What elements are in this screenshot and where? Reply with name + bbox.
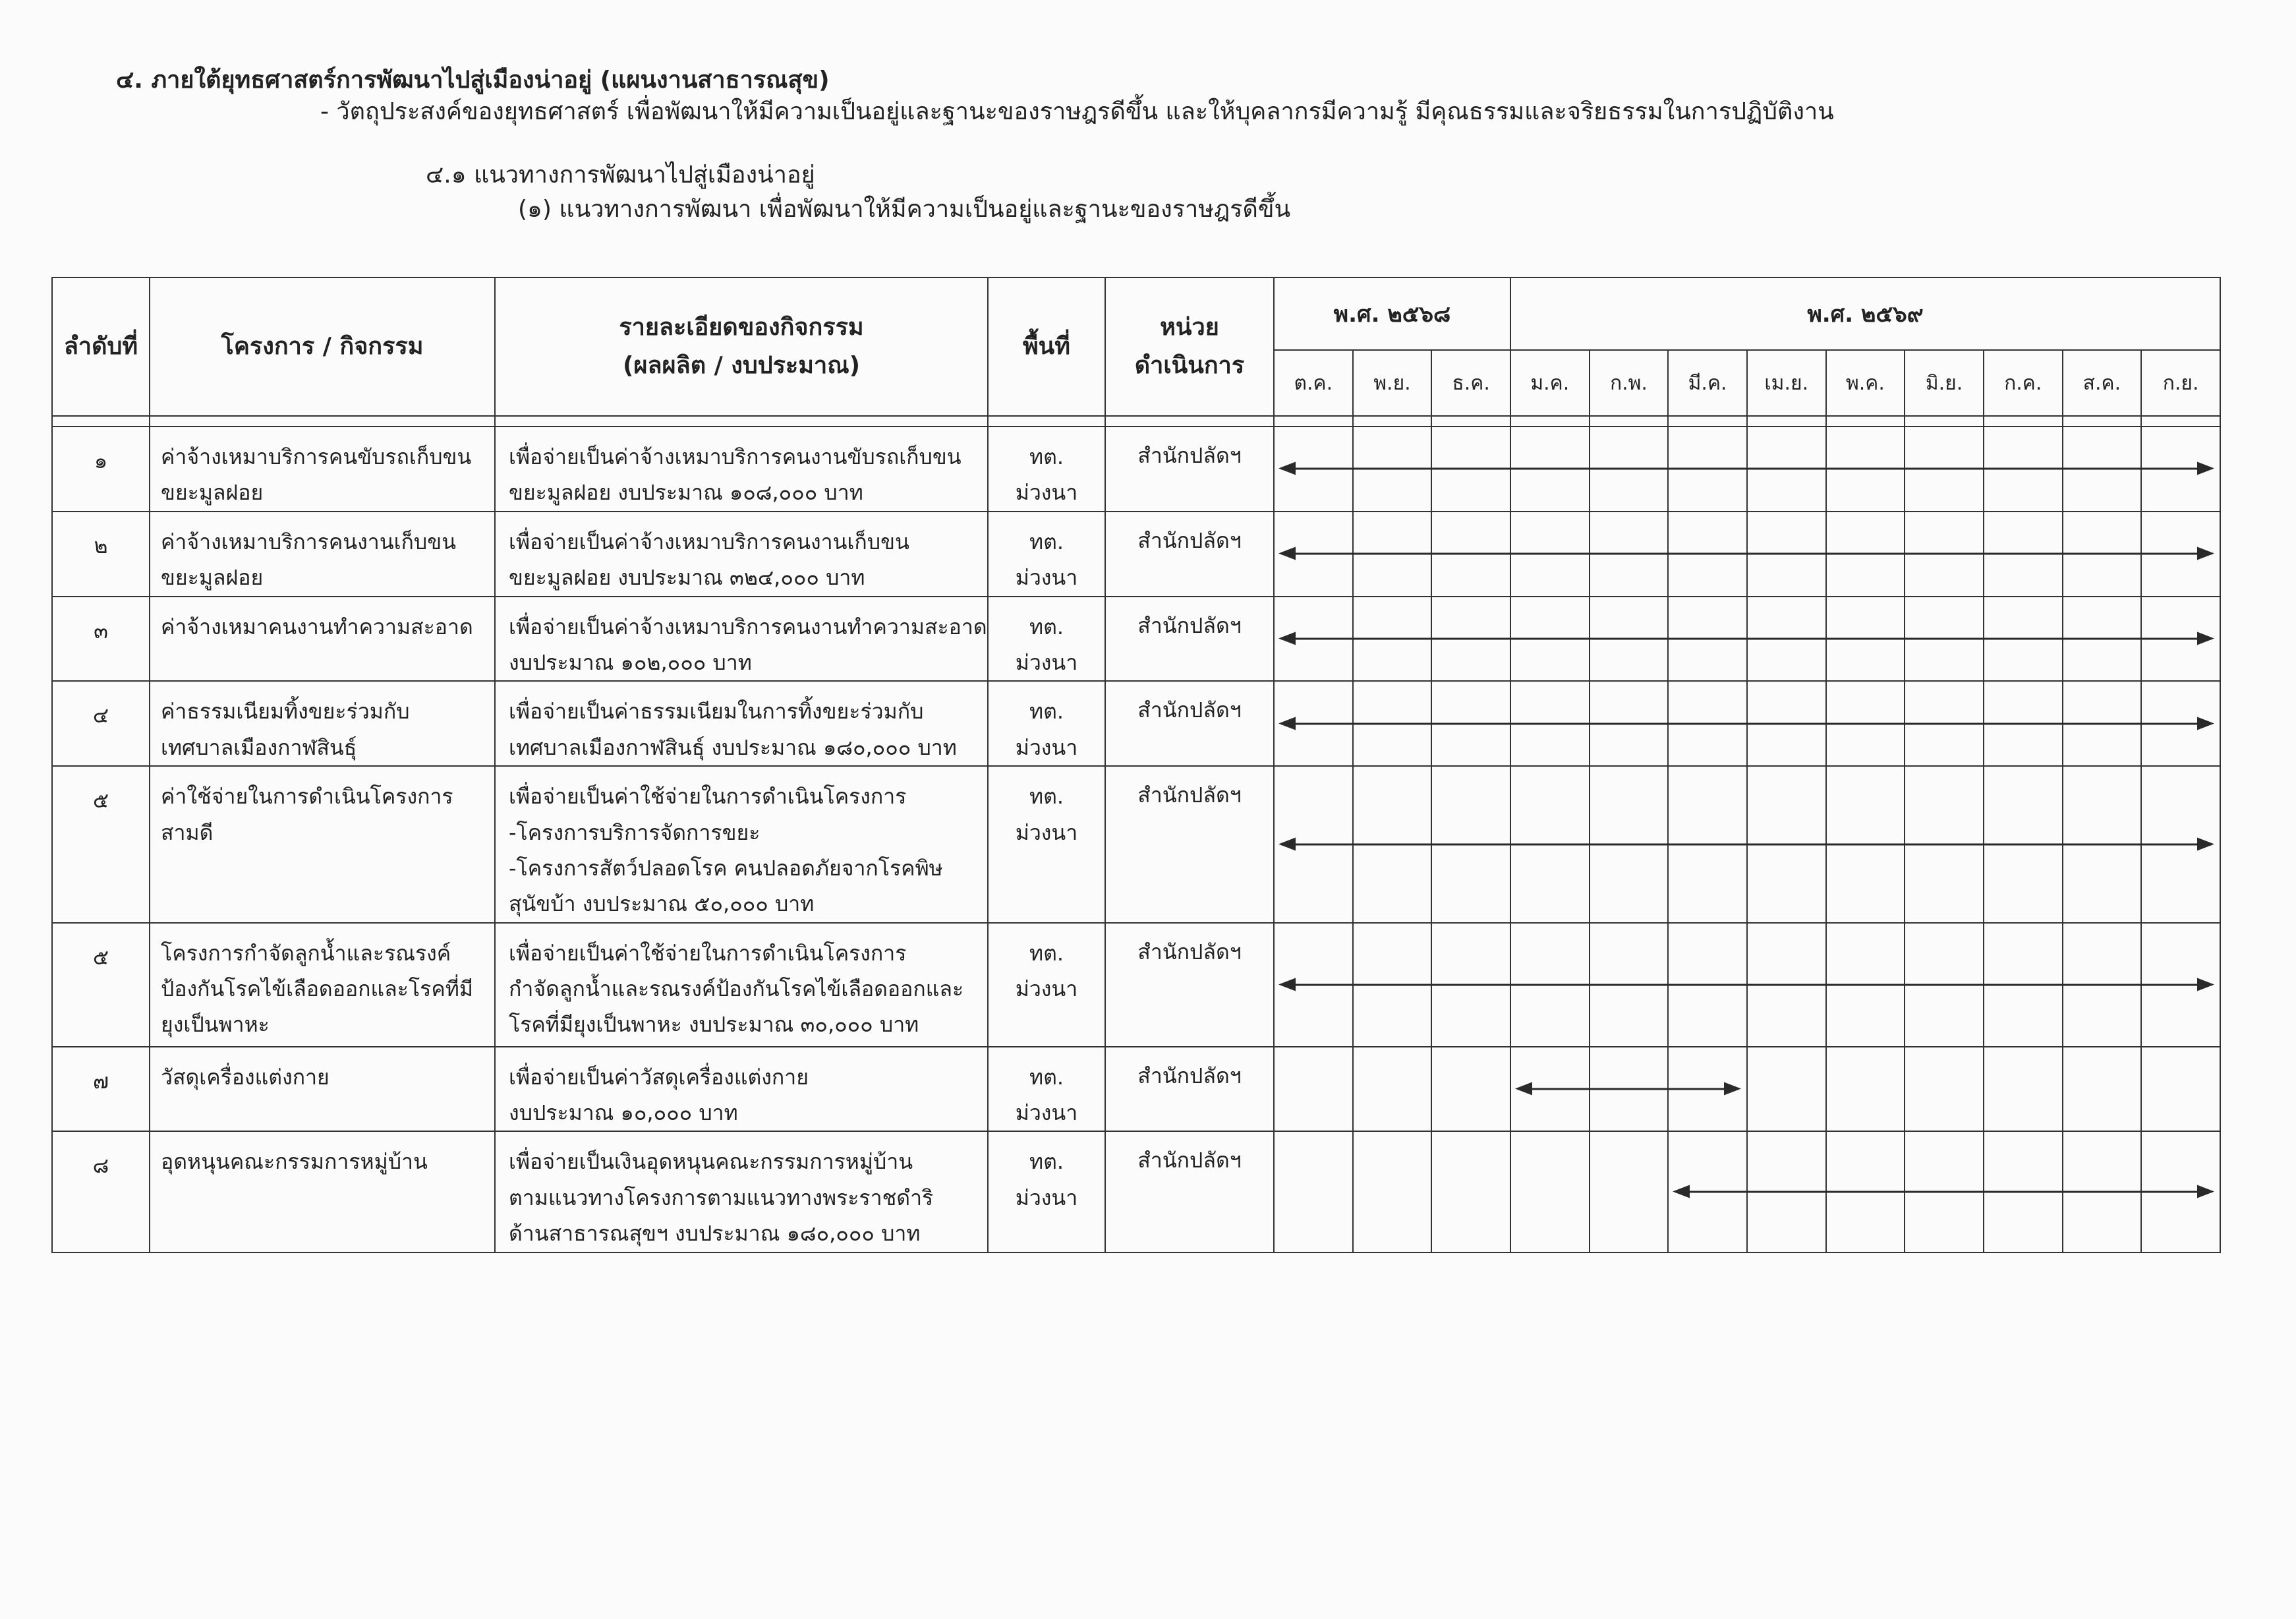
month-cell xyxy=(1826,1047,1905,1132)
area-line: ม่วงนา xyxy=(1015,649,1078,675)
project-name-line: โครงการกำจัดลูกน้ำและรณรงค์ xyxy=(161,940,451,966)
detail-line: ขยะมูลฝอย งบประมาณ ๑๐๘,๐๐๐ บาท xyxy=(509,480,863,506)
spacer-cell xyxy=(2141,416,2220,427)
month-cell xyxy=(1431,512,1510,597)
month-cell xyxy=(1431,1047,1510,1132)
spacer-cell xyxy=(1353,416,1432,427)
table-row xyxy=(52,1047,2220,1132)
month-cell xyxy=(2141,1131,2220,1252)
month-cell xyxy=(1431,766,1510,923)
area-cell xyxy=(988,512,1105,597)
month-header: มี.ค. xyxy=(1668,350,1747,416)
detail-line: ขยะมูลฝอย งบประมาณ ๓๒๔,๐๐๐ บาท xyxy=(509,565,865,591)
detail-line: เพื่อจ่ายเป็นค่าจ้างเหมาบริการคนงานขับรถเก็บขน xyxy=(509,444,961,469)
month-cell xyxy=(1826,597,1905,682)
area-line: ม่วงนา xyxy=(1015,734,1078,760)
area-line: ทต. xyxy=(1029,1064,1064,1090)
project-name-line: ค่าจ้างเหมาบริการคนขับรถเก็บขน xyxy=(161,444,472,469)
month-cell xyxy=(1668,597,1747,682)
header-detail-title: รายละเอียดของกิจกรรม xyxy=(619,314,864,341)
month-cell xyxy=(1274,923,1353,1047)
month-header: ก.พ. xyxy=(1590,350,1669,416)
area-cell xyxy=(988,1047,1105,1132)
month-cell xyxy=(1668,427,1747,512)
month-cell xyxy=(1668,923,1747,1047)
project-name-line: ขยะมูลฝอย xyxy=(161,480,264,506)
month-cell xyxy=(1826,681,1905,766)
project-name-line: วัสดุเครื่องแต่งกาย xyxy=(161,1064,330,1090)
month-cell xyxy=(2141,923,2220,1047)
area-cell xyxy=(988,681,1105,766)
spacer-cell xyxy=(150,416,495,427)
project-cell xyxy=(150,923,495,1047)
month-cell xyxy=(2063,766,2142,923)
spacer-cell xyxy=(1826,416,1905,427)
month-cell xyxy=(1590,1047,1669,1132)
project-name-line: ค่าใช้จ่ายในการดำเนินโครงการ xyxy=(161,784,453,810)
month-cell xyxy=(1353,681,1432,766)
development-approach: (๑) แนวทางการพัฒนา เพื่อพัฒนาให้มีความเป็นอยู่และฐานะของราษฎรดีขึ้น xyxy=(518,196,1291,223)
header-year-2569: พ.ศ. ๒๕๖๙ xyxy=(1510,278,2220,350)
month-cell xyxy=(1274,427,1353,512)
month-header: พ.ย. xyxy=(1353,350,1432,416)
month-cell xyxy=(1905,923,1984,1047)
area-line: ม่วงนา xyxy=(1015,976,1078,1002)
month-cell xyxy=(1826,923,1905,1047)
project-name-line: อุดหนุนคณะกรรมการหมู่บ้าน xyxy=(161,1149,428,1175)
detail-line: งบประมาณ ๑๐,๐๐๐ บาท xyxy=(509,1100,738,1126)
detail-line: เพื่อจ่ายเป็นค่าใช้จ่ายในการดำเนินโครงการ xyxy=(509,940,907,966)
detail-line: สุนัขบ้า งบประมาณ ๕๐,๐๐๐ บาท xyxy=(509,891,815,917)
spacer-cell xyxy=(1274,416,1353,427)
area-line: ทต. xyxy=(1029,529,1064,554)
spacer-cell xyxy=(52,416,150,427)
month-cell xyxy=(1510,766,1590,923)
area-line: ทต. xyxy=(1029,940,1064,966)
month-cell xyxy=(1353,597,1432,682)
month-cell xyxy=(1510,681,1590,766)
project-cell xyxy=(150,681,495,766)
month-header: ส.ค. xyxy=(2063,350,2142,416)
project-cell xyxy=(150,597,495,682)
month-cell xyxy=(1510,923,1590,1047)
month-cell xyxy=(1668,1131,1747,1252)
month-cell xyxy=(1826,766,1905,923)
month-cell xyxy=(1510,597,1590,682)
table-row xyxy=(52,512,2220,597)
month-cell xyxy=(1274,1047,1353,1132)
spacer-cell xyxy=(2063,416,2142,427)
month-cell xyxy=(1984,1131,2063,1252)
month-header: เม.ย. xyxy=(1747,350,1826,416)
month-cell xyxy=(2141,427,2220,512)
month-cell xyxy=(1353,512,1432,597)
detail-cell xyxy=(495,427,988,512)
spacer-cell xyxy=(1431,416,1510,427)
area-cell xyxy=(988,923,1105,1047)
month-cell xyxy=(1826,512,1905,597)
detail-cell xyxy=(495,1131,988,1252)
month-header: ก.ย. xyxy=(2141,350,2220,416)
area-cell xyxy=(988,597,1105,682)
spacer-cell xyxy=(1668,416,1747,427)
header-unit-sub: ดำเนินการ xyxy=(1134,352,1245,379)
unit-cell: สำนักปลัดฯ xyxy=(1105,1047,1274,1132)
spacer-cell xyxy=(1590,416,1669,427)
month-cell xyxy=(1984,1047,2063,1132)
project-name-line: ค่าธรรมเนียมทิ้งขยะร่วมกับ xyxy=(161,699,410,724)
month-header: ธ.ค. xyxy=(1431,350,1510,416)
spacer-cell xyxy=(1984,416,2063,427)
month-cell xyxy=(1984,427,2063,512)
detail-line: เพื่อจ่ายเป็นเงินอุดหนุนคณะกรรมการหมู่บ้าน xyxy=(509,1149,913,1175)
detail-cell xyxy=(495,512,988,597)
area-line: ทต. xyxy=(1029,444,1064,469)
month-cell xyxy=(1747,923,1826,1047)
header-unit-title: หน่วย xyxy=(1160,314,1219,341)
detail-line: โรคที่มียุงเป็นพาหะ งบประมาณ ๓๐,๐๐๐ บาท xyxy=(509,1012,919,1038)
table-row xyxy=(52,766,2220,923)
month-cell xyxy=(1510,512,1590,597)
month-cell xyxy=(1274,512,1353,597)
row-number: ๓ xyxy=(52,597,150,682)
month-cell xyxy=(1984,681,2063,766)
row-number: ๗ xyxy=(52,1047,150,1132)
month-cell xyxy=(2063,681,2142,766)
month-cell xyxy=(1431,1131,1510,1252)
area-line: ม่วงนา xyxy=(1015,565,1078,591)
section-heading: ๔. ภายใต้ยุทธศาสตร์การพัฒนาไปสู่เมืองน่าอยู่ (แผนงานสาธารณสุข) xyxy=(116,67,830,94)
month-cell xyxy=(1984,597,2063,682)
row-number: ๔ xyxy=(52,681,150,766)
month-cell xyxy=(1747,597,1826,682)
spacer-cell xyxy=(1747,416,1826,427)
area-line: ทต. xyxy=(1029,784,1064,810)
activity-plan-table xyxy=(51,277,2221,1253)
month-cell xyxy=(1510,1047,1590,1132)
spacer-cell xyxy=(1905,416,1984,427)
unit-cell: สำนักปลัดฯ xyxy=(1105,512,1274,597)
month-cell xyxy=(1431,923,1510,1047)
month-cell xyxy=(1984,512,2063,597)
row-number: ๕ xyxy=(52,923,150,1047)
detail-line: ด้านสาธารณสุขฯ งบประมาณ ๑๘๐,๐๐๐ บาท xyxy=(509,1221,921,1247)
month-cell xyxy=(1668,512,1747,597)
month-header: ก.ค. xyxy=(1984,350,2063,416)
project-name-line: ค่าจ้างเหมาบริการคนงานเก็บขน xyxy=(161,529,456,554)
month-cell xyxy=(1826,1131,1905,1252)
project-cell xyxy=(150,427,495,512)
month-cell xyxy=(1590,512,1669,597)
month-cell xyxy=(1274,1131,1353,1252)
detail-cell xyxy=(495,766,988,923)
header-no: ลำดับที่ xyxy=(52,278,150,416)
month-cell xyxy=(2063,923,2142,1047)
month-cell xyxy=(2063,427,2142,512)
development-guideline: ๔.๑ แนวทางการพัฒนาไปสู่เมืองน่าอยู่ xyxy=(426,162,815,189)
detail-line: เพื่อจ่ายเป็นค่าจ้างเหมาบริการคนงานเก็บขน xyxy=(509,529,909,554)
month-cell xyxy=(1353,923,1432,1047)
unit-cell: สำนักปลัดฯ xyxy=(1105,681,1274,766)
month-cell xyxy=(1510,427,1590,512)
month-cell xyxy=(1905,1047,1984,1132)
row-number: ๕ xyxy=(52,766,150,923)
strategy-objective: - วัตถุประสงค์ของยุทธศาสตร์ เพื่อพัฒนาให้มีความเป็นอยู่และฐานะของราษฎรดีขึ้น และให้บุคลากรมีความรู้ มีคุณธรรมและจริยธรรมในการปฏิบัติงาน xyxy=(320,98,1834,125)
month-cell xyxy=(1274,766,1353,923)
month-cell xyxy=(1431,681,1510,766)
month-cell xyxy=(1353,1047,1432,1132)
month-cell xyxy=(1747,681,1826,766)
project-cell xyxy=(150,1131,495,1252)
row-number: ๒ xyxy=(52,512,150,597)
month-cell xyxy=(1274,597,1353,682)
project-name-line: ป้องกันโรคไข้เลือดออกและโรคที่มี xyxy=(161,976,473,1002)
project-cell xyxy=(150,766,495,923)
month-cell xyxy=(1905,766,1984,923)
month-cell xyxy=(1431,597,1510,682)
spacer-cell xyxy=(1105,416,1274,427)
month-cell xyxy=(1590,766,1669,923)
detail-line: เทศบาลเมืองกาฬสินธุ์ งบประมาณ ๑๘๐,๐๐๐ บาท xyxy=(509,734,957,760)
month-cell xyxy=(1590,923,1669,1047)
header-detail xyxy=(495,278,988,416)
detail-line: ตามแนวทางโครงการตามแนวทางพระราชดำริ xyxy=(509,1185,934,1210)
header-year-2568: พ.ศ. ๒๕๖๘ xyxy=(1274,278,1510,350)
header-unit xyxy=(1105,278,1274,416)
unit-cell: สำนักปลัดฯ xyxy=(1105,427,1274,512)
table-row xyxy=(52,597,2220,682)
spacer-cell xyxy=(1510,416,1590,427)
area-cell xyxy=(988,427,1105,512)
detail-line: -โครงการสัตว์ปลอดโรค คนปลอดภัยจากโรคพิษ xyxy=(509,855,943,881)
table-row xyxy=(52,1131,2220,1252)
row-number: ๘ xyxy=(52,1131,150,1252)
month-cell xyxy=(1353,1131,1432,1252)
project-cell xyxy=(150,512,495,597)
month-header: ต.ค. xyxy=(1274,350,1353,416)
header-detail-sub: (ผลผลิต / งบประมาณ) xyxy=(622,352,861,379)
area-line: ม่วงนา xyxy=(1015,480,1078,506)
area-line: ทต. xyxy=(1029,1149,1064,1175)
month-cell xyxy=(1747,766,1826,923)
unit-cell: สำนักปลัดฯ xyxy=(1105,597,1274,682)
month-cell xyxy=(1905,1131,1984,1252)
table-row xyxy=(52,681,2220,766)
detail-cell xyxy=(495,923,988,1047)
month-cell xyxy=(1590,597,1669,682)
month-cell xyxy=(2141,681,2220,766)
detail-line: กำจัดลูกน้ำและรณรงค์ป้องกันโรคไข้เลือดออกและ xyxy=(509,976,964,1002)
month-cell xyxy=(1905,597,1984,682)
month-cell xyxy=(1431,427,1510,512)
month-cell xyxy=(1353,766,1432,923)
month-cell xyxy=(1668,1047,1747,1132)
month-cell xyxy=(1826,427,1905,512)
month-cell xyxy=(1984,923,2063,1047)
detail-cell xyxy=(495,1047,988,1132)
project-name-line: สามดี xyxy=(161,819,214,845)
detail-line: -โครงการบริการจัดการขยะ xyxy=(509,819,761,845)
row-number: ๑ xyxy=(52,427,150,512)
month-cell xyxy=(1905,512,1984,597)
month-cell xyxy=(2141,766,2220,923)
month-cell xyxy=(1984,766,2063,923)
month-cell xyxy=(1590,1131,1669,1252)
month-cell xyxy=(2063,1047,2142,1132)
month-cell xyxy=(1590,427,1669,512)
project-name-line: เทศบาลเมืองกาฬสินธุ์ xyxy=(161,734,357,760)
detail-line: เพื่อจ่ายเป็นค่าธรรมเนียมในการทิ้งขยะร่วมกับ xyxy=(509,699,924,724)
unit-cell: สำนักปลัดฯ xyxy=(1105,923,1274,1047)
month-cell xyxy=(1747,1131,1826,1252)
month-cell xyxy=(1747,1047,1826,1132)
month-header: มิ.ย. xyxy=(1905,350,1984,416)
header-area: พื้นที่ xyxy=(988,278,1105,416)
month-cell xyxy=(1747,512,1826,597)
detail-cell xyxy=(495,681,988,766)
month-header: พ.ค. xyxy=(1826,350,1905,416)
unit-cell: สำนักปลัดฯ xyxy=(1105,1131,1274,1252)
project-name-line: ค่าจ้างเหมาคนงานทำความสะอาด xyxy=(161,614,473,639)
month-cell xyxy=(2141,1047,2220,1132)
month-cell xyxy=(1274,681,1353,766)
area-line: ทต. xyxy=(1029,614,1064,639)
month-cell xyxy=(2063,1131,2142,1252)
area-line: ม่วงนา xyxy=(1015,819,1078,845)
area-line: ม่วงนา xyxy=(1015,1185,1078,1210)
month-cell xyxy=(1668,681,1747,766)
detail-line: เพื่อจ่ายเป็นค่าวัสดุเครื่องแต่งกาย xyxy=(509,1064,809,1090)
header-project: โครงการ / กิจกรรม xyxy=(150,278,495,416)
month-cell xyxy=(1590,681,1669,766)
month-cell xyxy=(2063,597,2142,682)
month-cell xyxy=(1510,1131,1590,1252)
project-cell xyxy=(150,1047,495,1132)
month-cell xyxy=(1747,427,1826,512)
table-row xyxy=(52,923,2220,1047)
spacer-cell xyxy=(495,416,988,427)
month-cell xyxy=(2141,597,2220,682)
project-name-line: ยุงเป็นพาหะ xyxy=(161,1012,270,1038)
detail-cell xyxy=(495,597,988,682)
detail-line: เพื่อจ่ายเป็นค่าจ้างเหมาบริการคนงานทำความสะอาด xyxy=(509,614,987,639)
spacer-cell xyxy=(988,416,1105,427)
month-header: ม.ค. xyxy=(1510,350,1590,416)
area-cell xyxy=(988,766,1105,923)
month-cell xyxy=(1668,766,1747,923)
area-line: ทต. xyxy=(1029,699,1064,724)
detail-line: เพื่อจ่ายเป็นค่าใช้จ่ายในการดำเนินโครงการ xyxy=(509,784,907,810)
detail-line: งบประมาณ ๑๐๒,๐๐๐ บาท xyxy=(509,649,752,675)
month-cell xyxy=(1353,427,1432,512)
month-cell xyxy=(2141,512,2220,597)
month-cell xyxy=(2063,512,2142,597)
project-name-line: ขยะมูลฝอย xyxy=(161,565,264,591)
unit-cell: สำนักปลัดฯ xyxy=(1105,766,1274,923)
table-row xyxy=(52,427,2220,512)
month-cell xyxy=(1905,427,1984,512)
area-line: ม่วงนา xyxy=(1015,1100,1078,1126)
month-cell xyxy=(1905,681,1984,766)
area-cell xyxy=(988,1131,1105,1252)
